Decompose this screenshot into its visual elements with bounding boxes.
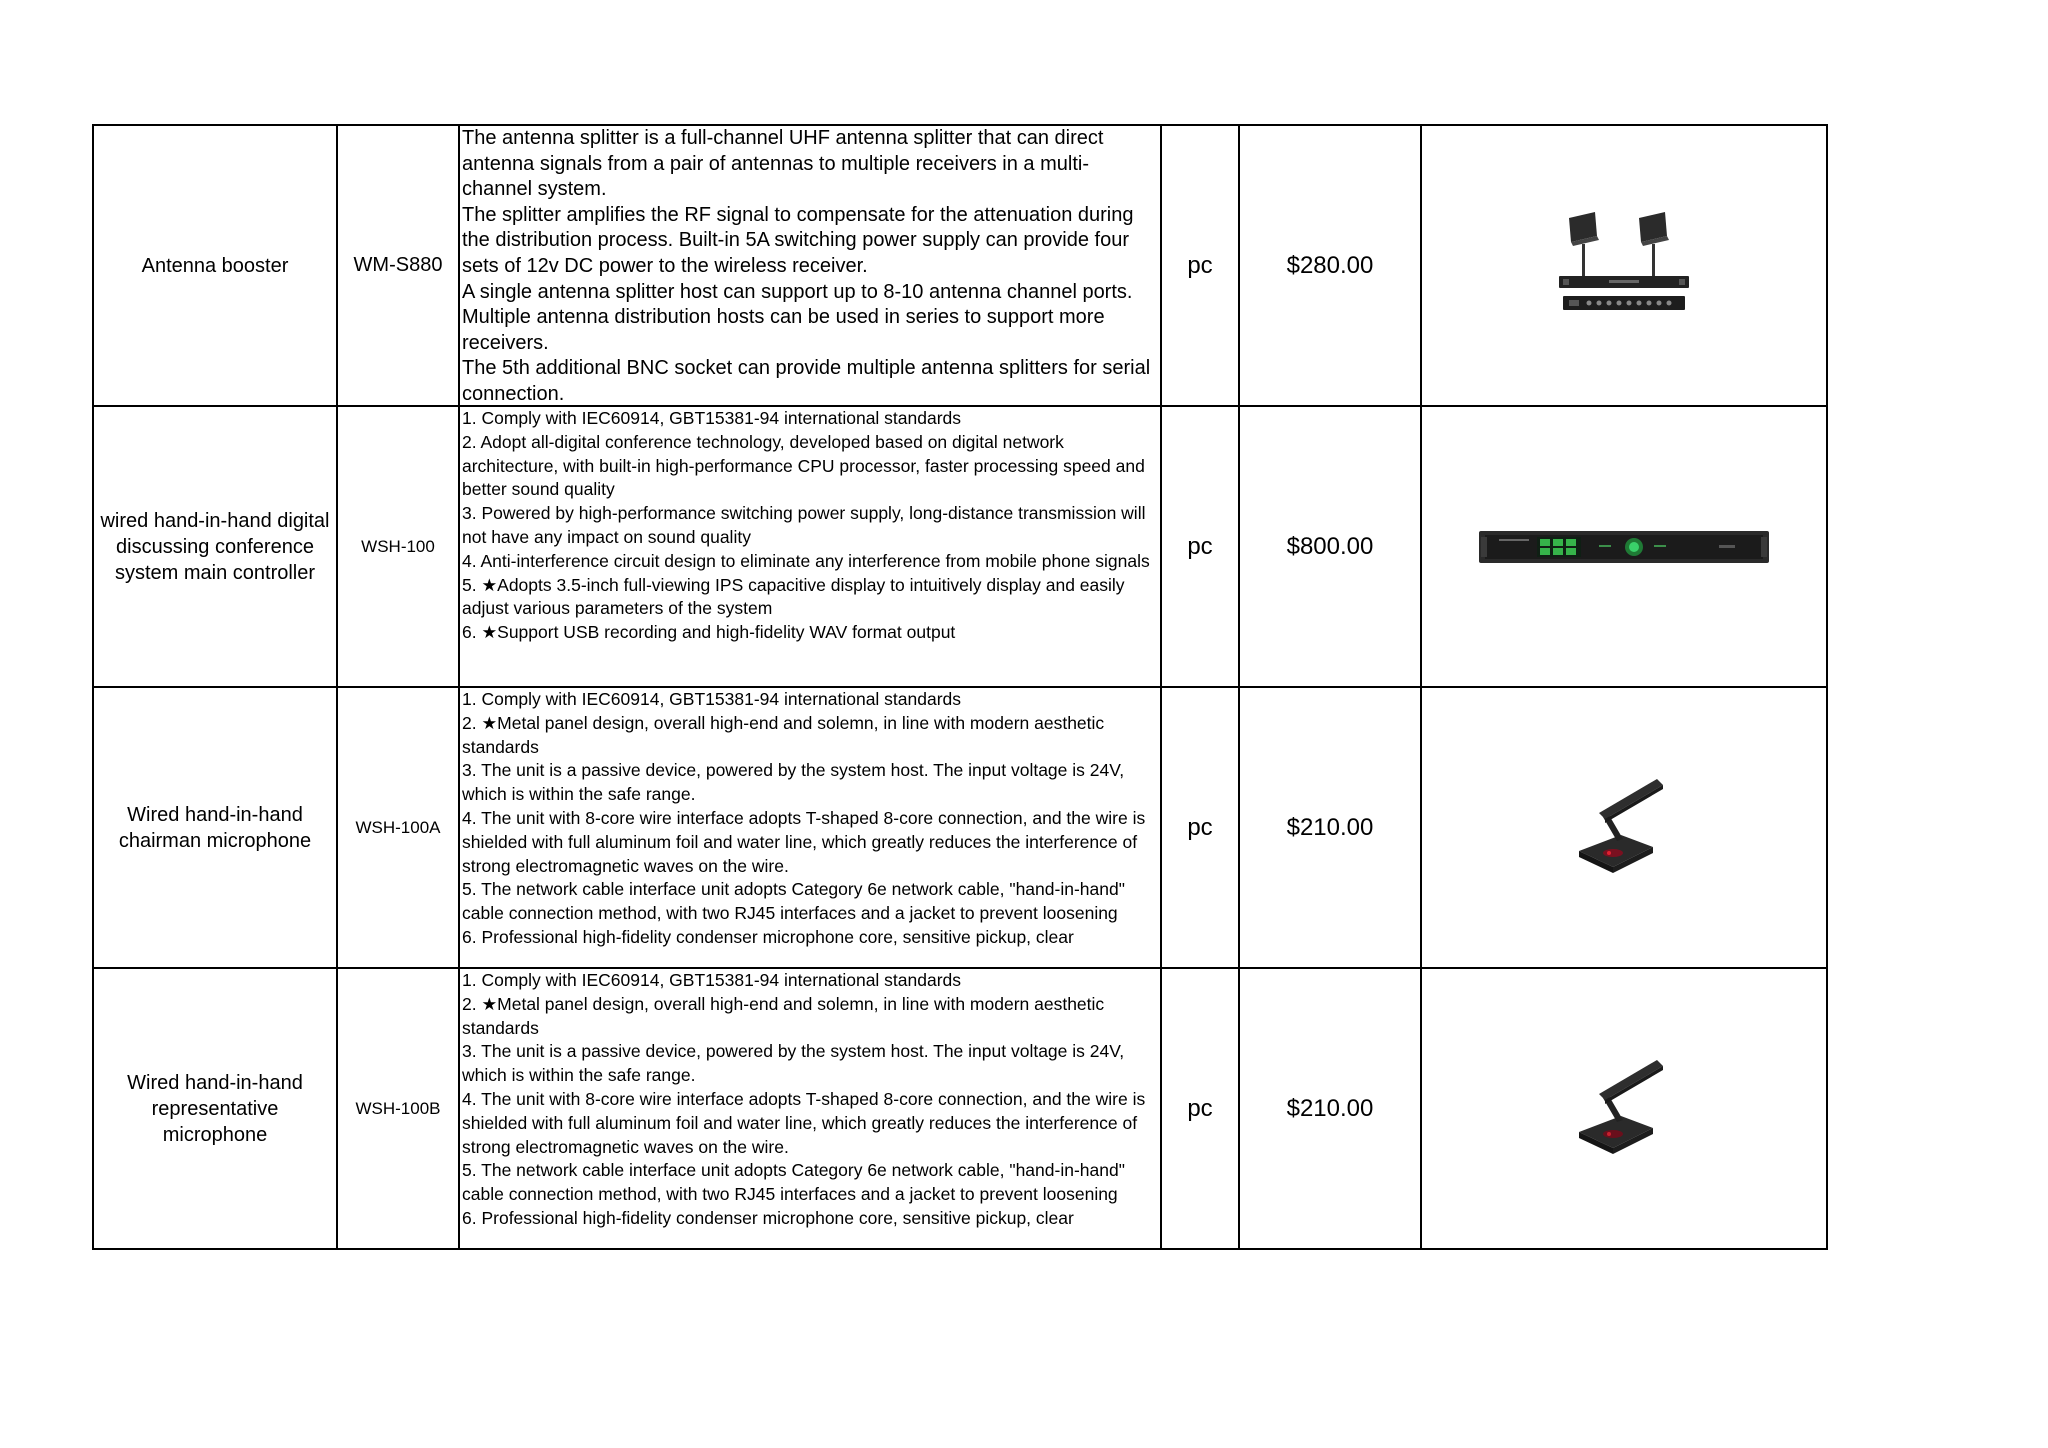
description-line: 2. ★Metal panel design, overall high-end and solemn, in line with modern aesthetic standards — [462, 712, 1105, 757]
unit: pc — [1161, 406, 1239, 687]
description-line: 5. The network cable interface unit adopts Category 6e network cable, "hand-in-hand" cable connection method, with two RJ45 interfaces and a jacket to prevent loosening — [462, 1160, 1125, 1205]
description-line: 4. The unit with 8-core wire interface adopts T-shaped 8-core connection, and the wire is shielded with full aluminum foil and water line, which greatly reduces the interference of strong electromagnetic waves on the wire. — [462, 807, 1146, 876]
description-line: 3. Powered by high-performance switching power supply, long-distance transmission will not have any impact on sound quality — [462, 503, 1146, 547]
price: $800.00 — [1239, 406, 1421, 687]
description-line: 5. The network cable interface unit adopts Category 6e network cable, "hand-in-hand" cable connection method, with two RJ45 interfaces and a jacket to prevent loosening — [462, 879, 1125, 924]
description-line: 1. Comply with IEC60914, GBT15381-94 international standards — [462, 689, 962, 709]
description-line: A single antenna splitter host can support up to 8-10 antenna channel ports. Multiple antenna distribution hosts can be used in series to support more receivers. — [462, 280, 1133, 354]
table-row — [93, 687, 1827, 968]
model-number: WSH-100B — [337, 968, 459, 1249]
delegate-microphone-product-image — [1569, 1054, 1679, 1164]
description-cell — [459, 968, 1161, 1249]
product-name-cell — [93, 687, 337, 968]
product-image-cell — [1421, 968, 1827, 1249]
product-name: Antenna booster — [141, 254, 289, 277]
description-line: 6. Professional high-fidelity condenser microphone core, sensitive pickup, clear — [462, 1207, 1074, 1228]
table-row — [93, 406, 1827, 687]
description-cell — [459, 406, 1161, 687]
product-name-cell — [93, 125, 337, 406]
description-line: The antenna splitter is a full-channel UHF antenna splitter that can direct antenna signals from a pair of antennas to multiple receivers in a multi-channel system. — [462, 127, 1104, 201]
description-text — [460, 688, 1160, 967]
description-cell — [459, 687, 1161, 968]
description-line: 4. The unit with 8-core wire interface adopts T-shaped 8-core connection, and the wire is shielded with full aluminum foil and water line, which greatly reduces the interference of strong electromagnetic waves on the wire. — [462, 1088, 1146, 1157]
product-name-cell — [93, 968, 337, 1249]
chairman-microphone-product-image — [1569, 773, 1679, 883]
description-line: 2. ★Metal panel design, overall high-end and solemn, in line with modern aesthetic standards — [462, 993, 1105, 1038]
product-name: Wired hand-in-hand chairman microphone — [118, 803, 312, 852]
description-line: 6. Professional high-fidelity condenser microphone core, sensitive pickup, clear — [462, 926, 1074, 947]
description-line: 1. Comply with IEC60914, GBT15381-94 international standards — [462, 408, 962, 428]
product-name-cell — [93, 406, 337, 687]
description-line: 3. The unit is a passive device, powered by the system host. The input voltage is 24V, which is within the safe range. — [462, 760, 1125, 805]
price: $210.00 — [1239, 687, 1421, 968]
product-name: wired hand-in-hand digital discussing conference system main controller — [100, 509, 330, 584]
price: $210.00 — [1239, 968, 1421, 1249]
description-text — [460, 969, 1160, 1248]
description-line: 4. Anti-interference circuit design to eliminate any interference from mobile phone signals — [462, 550, 1150, 571]
unit: pc — [1161, 687, 1239, 968]
product-image-cell — [1421, 125, 1827, 406]
model-number: WSH-100A — [337, 687, 459, 968]
product-image-cell — [1421, 687, 1827, 968]
model-number: WSH-100 — [337, 406, 459, 687]
description-line: 3. The unit is a passive device, powered by the system host. The input voltage is 24V, which is within the safe range. — [462, 1041, 1125, 1086]
price: $280.00 — [1239, 125, 1421, 406]
antenna-booster-product-image — [1549, 206, 1699, 326]
unit: pc — [1161, 125, 1239, 406]
model-number: WM-S880 — [337, 125, 459, 406]
description-line: 2. Adopt all-digital conference technology, developed based on digital network architecture, with built-in high-performance CPU processor, faster processing speed and better sound quality — [462, 431, 1145, 500]
description-text — [460, 126, 1160, 405]
table-row — [93, 125, 1827, 406]
description-line: 1. Comply with IEC60914, GBT15381-94 international standards — [462, 970, 962, 990]
unit: pc — [1161, 968, 1239, 1249]
table-row — [93, 968, 1827, 1249]
description-text — [460, 407, 1160, 686]
description-cell — [459, 125, 1161, 406]
product-name: Wired hand-in-hand representative microphone — [127, 1071, 303, 1146]
description-line: The splitter amplifies the RF signal to compensate for the attenuation during the distribution process. Built-in 5A switching power supply can provide four sets of 12v DC power to the wireless receiver. — [462, 203, 1134, 277]
product-table — [92, 124, 1828, 1250]
product-image-cell — [1421, 406, 1827, 687]
description-line: 5. ★Adopts 3.5-inch full-viewing IPS capacitive display to intuitively display and easily adjust various parameters of the system — [462, 574, 1125, 619]
description-line: 6. ★Support USB recording and high-fidelity WAV format output — [462, 622, 956, 643]
main-controller-product-image — [1479, 527, 1769, 567]
description-line: The 5th additional BNC socket can provide multiple antenna splitters for serial connection. — [462, 357, 1151, 405]
